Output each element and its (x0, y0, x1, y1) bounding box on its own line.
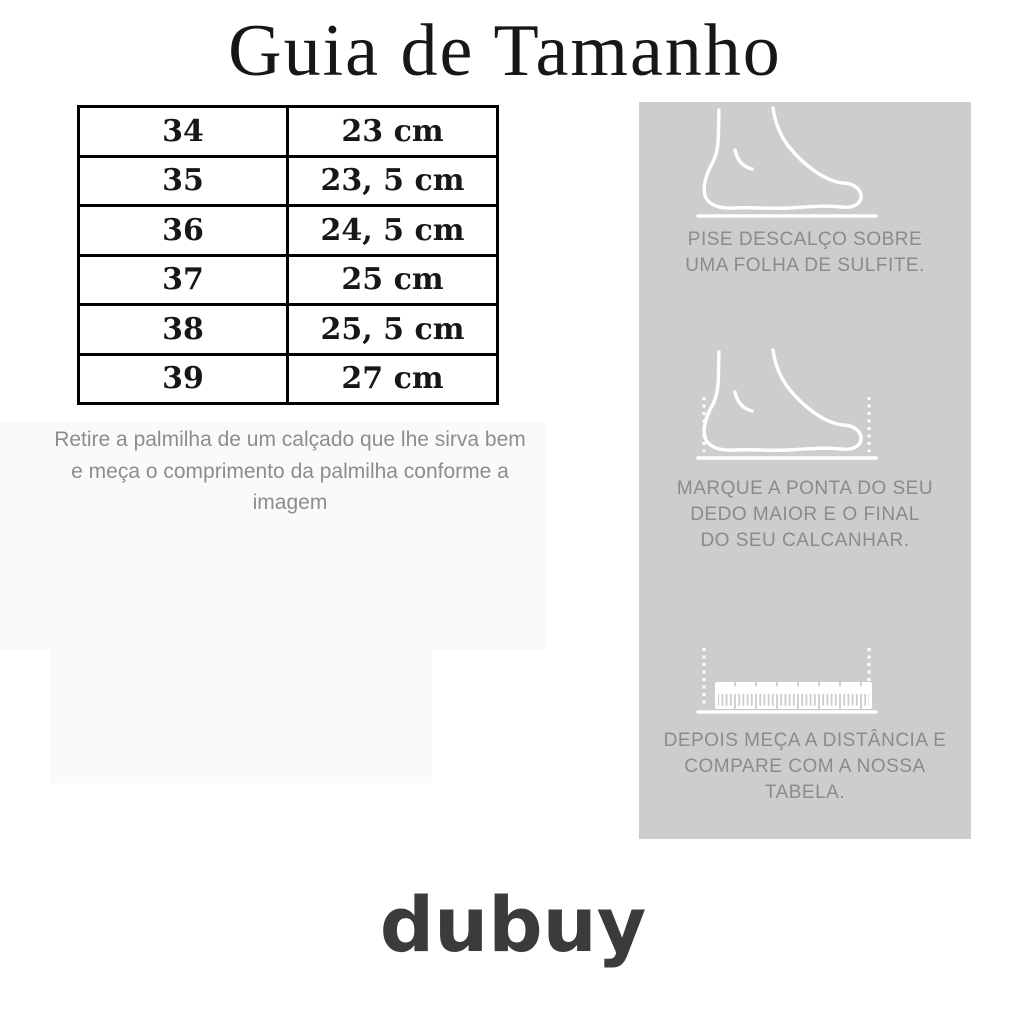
page-title: Guia de Tamanho (228, 10, 782, 92)
step-2-caption-line: DEDO MAIOR E O FINAL (690, 504, 920, 525)
foot-with-markings-icon (691, 344, 881, 464)
step-3-caption-line: DEPOIS MEÇA A DISTÂNCIA E (663, 730, 947, 751)
table-row (79, 354, 498, 404)
size-cell: 36 (79, 206, 288, 256)
length-cell: 27 cm (288, 354, 498, 404)
size-table (77, 105, 499, 405)
length-cell: 23, 5 cm (288, 156, 498, 206)
faint-background-block-2 (50, 650, 432, 783)
step-1 (691, 102, 881, 227)
table-row (79, 206, 498, 256)
length-cell: 25 cm (288, 255, 498, 305)
measuring-note-line: Retire a palmilha de um calçado que lhe sirva bem (54, 428, 526, 451)
step-3-caption-line: TABELA. (764, 782, 846, 803)
size-cell: 38 (79, 305, 288, 355)
table-row (79, 305, 498, 355)
size-cell: 37 (79, 255, 288, 305)
table-row (79, 156, 498, 206)
ruler-icon (691, 640, 881, 718)
measuring-note-line: imagem (252, 491, 328, 514)
instructions-panel (639, 102, 971, 839)
step-3-caption (639, 728, 971, 806)
step-2-caption-line: DO SEU CALCANHAR. (700, 530, 910, 551)
barefoot-on-paper-icon (691, 102, 881, 222)
size-cell: 34 (79, 107, 288, 157)
step-1-caption (639, 227, 971, 279)
table-row (79, 107, 498, 157)
measuring-note-line: e meça o comprimento da palmilha conforme a (71, 459, 509, 483)
step-3-caption-line: COMPARE COM A NOSSA (684, 756, 926, 777)
length-cell: 25, 5 cm (288, 305, 498, 355)
size-cell: 35 (79, 156, 288, 206)
step-1-caption-line: PISE DESCALÇO SOBRE (687, 229, 923, 250)
table-row (79, 255, 498, 305)
step-2-caption (639, 476, 971, 554)
measuring-note (30, 424, 550, 519)
step-2-caption-line: MARQUE A PONTA DO SEU (676, 478, 934, 499)
length-cell: 24, 5 cm (288, 206, 498, 256)
length-cell: 23 cm (288, 107, 498, 157)
step-2 (691, 344, 881, 469)
size-cell: 39 (79, 354, 288, 404)
step-1-caption-line: UMA FOLHA DE SULFITE. (685, 255, 925, 276)
step-3 (691, 640, 881, 723)
brand-logo: dubuy (379, 880, 647, 969)
